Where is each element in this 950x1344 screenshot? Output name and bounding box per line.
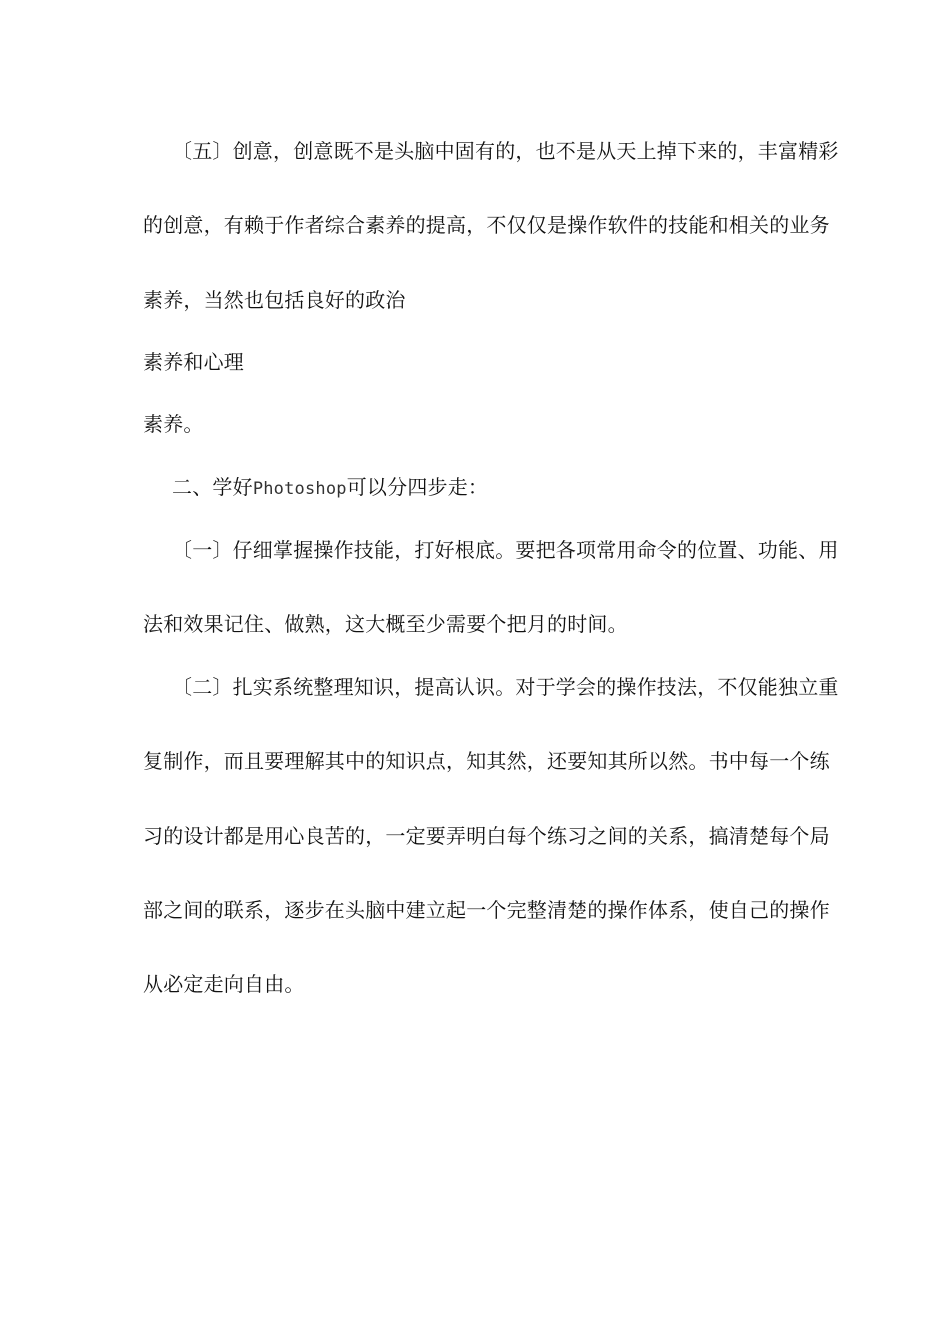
paragraph-5-line-4: 素养和心理 [143,350,244,374]
step-2-line-4: 部之间的联系，逐步在头脑中建立起一个完整清楚的操作体系，使自己的操作 [143,898,830,922]
heading-latin-word: Photoshop [252,479,347,499]
step-2-line-2: 复制作，而且要理解其中的知识点，知其然，还要知其所以然。书中每一个练 [143,749,830,773]
heading-prefix: 二、学好 [172,475,253,499]
paragraph-5-line-3: 素养，当然也包括良好的政治 [143,288,406,312]
step-2-line-3: 习的设计都是用心良苦的，一定要弄明白每个练习之间的关系，搞清楚每个局 [143,824,830,848]
paragraph-5-line-2: 的创意，有赖于作者综合素养的提高，不仅仅是操作软件的技能和相关的业务 [143,213,830,237]
step-1-line-2: 法和效果记住、做熟，这大概至少需要个把月的时间。 [143,612,628,636]
paragraph-5-line-1: 〔五〕创意，创意既不是头脑中固有的，也不是从天上掉下来的，丰富精彩 [172,139,839,163]
heading-suffix: 可以分四步走： [346,475,489,499]
paragraph-5-line-5: 素养。 [143,412,204,436]
step-1-line-1: 〔一〕仔细掌握操作技能，打好根底。要把各项常用命令的位置、功能、用 [172,538,839,562]
step-2-line-5: 从必定走向自由。 [143,972,305,996]
section-heading-2 [172,475,488,501]
step-2-line-1: 〔二〕扎实系统整理知识，提高认识。对于学会的操作技法，不仅能独立重 [172,675,839,699]
